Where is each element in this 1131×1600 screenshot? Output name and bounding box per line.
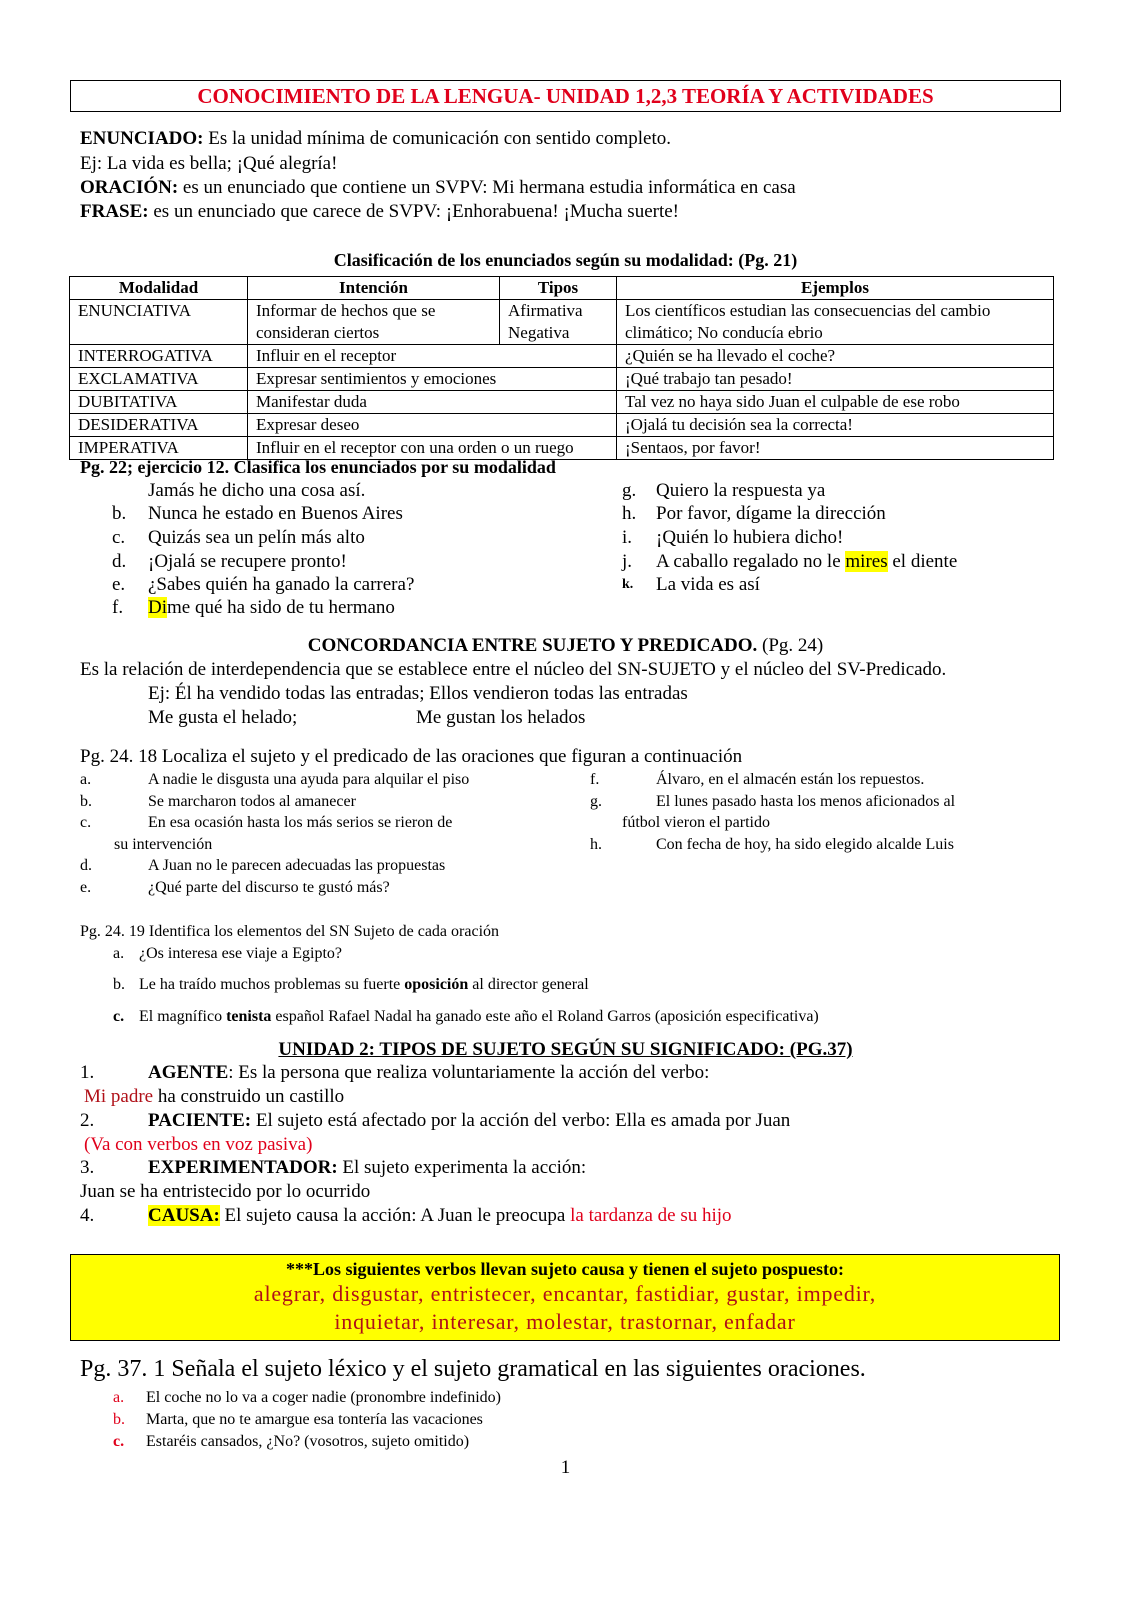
cell-intencion: Expresar deseo [248,414,617,437]
list-item: En esa ocasión hasta los más serios se rieron de [148,814,453,831]
item-text: me qué ha sido de tu hermano [167,597,395,618]
item-letter: c. [113,1008,125,1025]
sujeto-experimentador [148,1157,586,1179]
cell-ejemplos: ¡Qué trabajo tan pesado! [617,368,1054,391]
cell-ejemplos: ¿Quién se ha llevado el coche? [617,345,1054,368]
definition-enunciado [80,128,671,150]
term-paciente: PACIENTE: [148,1110,252,1131]
highlight: Di [148,597,167,618]
item-number: 1. [80,1062,95,1083]
definition-text: es un enunciado que contiene un SVPV: Mi hermana estudia informática en casa [178,177,796,198]
cell-ejemplos: ¡Sentaos, por favor! [617,437,1054,460]
sujeto-causa [148,1205,732,1227]
table-caption: Clasificación de los enunciados según su modalidad: (Pg. 21) [333,250,798,270]
concordancia-example: Ej: Él ha vendido todas las entradas; Ellos vendieron todas las entradas [148,683,688,704]
concordancia-example: Me gusta el helado; [148,707,298,728]
column-header: Intención [248,277,500,300]
list-item: La vida es así [656,574,760,595]
sujeto-agente [148,1062,709,1084]
cell-modalidad: EXCLAMATIVA [70,368,248,391]
page-title: CONOCIMIENTO DE LA LENGUA- UNIDAD 1,2,3 TEORÍA Y ACTIVIDADES [70,80,1061,112]
list-item: Por favor, dígame la dirección [656,503,886,524]
section-title: CONCORDANCIA ENTRE SUJETO Y PREDICADO. [307,635,758,656]
cell-intencion: Manifestar duda [248,391,617,414]
list-item: Estaréis cansados, ¿No? (vosotros, sujeto omitido) [146,1433,470,1450]
list-item: Marta, que no te amargue esa tontería las vacaciones [146,1411,483,1428]
list-item-continuation: su intervención [114,836,213,853]
cell-tipos: Afirmativa Negativa [500,300,617,345]
item-letter: g. [622,480,637,501]
definition-text: es un enunciado que carece de SVPV: ¡Enhorabuena! ¡Mucha suerte! [148,201,680,222]
item-letter: h. [590,836,602,853]
list-item [139,1008,819,1026]
item-text: el diente [887,551,958,572]
table-row [70,300,1054,345]
cell-modalidad: DUBITATIVA [70,391,248,414]
page-number: 1 [560,1457,571,1478]
highlight: mires [845,551,888,572]
experimentador-example: Juan se ha entristecido por lo ocurrido [80,1181,371,1202]
item-letter: b. [113,1411,125,1428]
modality-table [69,276,1054,460]
column-header: Modalidad [70,277,248,300]
item-text: El magnífico [139,1008,227,1025]
item-letter: a. [80,771,92,788]
verbs-note-box [70,1254,1060,1341]
concordancia-definition: Es la relación de interdependencia que se establece entre el núcleo del SN-SUJETO y el núcleo del SV-Predicado. [80,659,947,680]
item-letter: f. [590,771,600,788]
exercise-18-heading: Pg. 24. 18 Localiza el sujeto y el predicado de las oraciones que figuran a continuación [80,746,743,767]
item-number: 3. [80,1157,95,1178]
table-row [70,414,1054,437]
page-ref: (Pg. 24) [757,635,824,656]
list-item: ¿Os interesa ese viaje a Egipto? [139,945,343,962]
term-enunciado: ENUNCIADO: [80,128,204,149]
cell-ejemplos: ¡Ojalá tu decisión sea la correcta! [617,414,1054,437]
cell-intencion: Influir en el receptor [248,345,617,368]
item-text: ha construido un castillo [153,1086,345,1107]
item-text: al director general [468,976,589,993]
concordancia-heading [0,635,1131,657]
item-letter: e. [112,574,126,595]
item-text: español Rafael Nadal ha ganado este año el Roland Garros (aposición especificativa) [271,1008,819,1025]
cell-ejemplos: Los científicos estudian las consecuencias del cambio climático; No conducía ebrio [617,300,1054,345]
list-item: Quizás sea un pelín más alto [148,527,365,548]
definition-frase [80,201,679,223]
item-letter: b. [113,976,125,993]
item-letter: b. [112,503,127,524]
table-header-row [70,277,1054,300]
item-text: El sujeto causa la acción: A Juan le preocupa [219,1205,571,1226]
item-letter: b. [80,793,92,810]
item-text: El sujeto está afectado por la acción del verbo: Ella es amada por Juan [251,1110,791,1131]
verbs-line: inquietar, interesar, molestar, trastornar, enfadar [334,1309,796,1334]
list-item: Nunca he estado en Buenos Aires [148,503,403,524]
item-text: A caballo regalado no le [656,551,846,572]
list-item: Quiero la respuesta ya [656,480,826,501]
list-item: Con fecha de hoy, ha sido elegido alcalde Luis [656,836,954,853]
exercise-12-heading: Pg. 22; ejercicio 12. Clasifica los enunciados por su modalidad [80,457,556,477]
item-letter: j. [622,551,633,572]
item-letter: d. [80,857,92,874]
cell-modalidad: INTERROGATIVA [70,345,248,368]
cell-modalidad: ENUNCIATIVA [70,300,248,345]
item-letter: g. [590,793,602,810]
item-letter: e. [80,879,92,896]
item-letter: i. [622,527,633,548]
bold-word: oposición [404,976,469,993]
cell-intencion: Expresar sentimientos y emociones [248,368,617,391]
exercise-37-heading: Pg. 37. 1 Señala el sujeto léxico y el sujeto gramatical en las siguientes oraciones. [80,1356,866,1382]
cell-intencion: Influir en el receptor con una orden o un ruego [248,437,617,460]
term-agente: AGENTE [148,1062,229,1083]
item-letter: c. [112,527,126,548]
list-item: Se marcharon todos al amanecer [148,793,356,810]
list-item: Jamás he dicho una cosa así. [148,480,366,501]
item-number: 4. [80,1205,95,1226]
list-item: ¿Qué parte del discurso te gustó más? [148,879,390,896]
item-letter: a. [113,945,125,962]
term-experimentador: EXPERIMENTADOR: [148,1157,338,1178]
item-letter: a. [113,1389,125,1406]
list-item-continuation: fútbol vieron el partido [622,814,770,831]
item-text: : Es la persona que realiza voluntariamente la acción del verbo: [228,1062,710,1083]
definition-oracion [80,177,796,199]
list-item [139,976,589,994]
sujeto-paciente [148,1110,790,1132]
bold-word: tenista [226,1008,272,1025]
list-item: ¿Sabes quién ha ganado la carrera? [148,574,415,595]
item-letter: f. [112,597,124,618]
item-text: Le ha traído muchos problemas su fuerte [139,976,405,993]
definition-text: Es la unidad mínima de comunicación con sentido completo. [203,128,671,149]
concordancia-example: Me gustan los helados [416,707,586,728]
cell-ejemplos: Tal vez no haya sido Juan el culpable de ese robo [617,391,1054,414]
column-header: Ejemplos [617,277,1054,300]
item-letter: k. [622,577,634,592]
note-heading: ***Los siguientes verbos llevan sujeto causa y tienen el sujeto pospuesto: [285,1259,844,1279]
cell-modalidad: DESIDERATIVA [70,414,248,437]
paciente-note: (Va con verbos en voz pasiva) [84,1134,313,1155]
item-letter: c. [113,1433,125,1450]
list-item [148,597,395,619]
table-row [70,368,1054,391]
definition-example: Ej: La vida es bella; ¡Qué alegría! [80,153,338,174]
red-text: Mi padre [84,1086,154,1107]
cell-intencion: Informar de hechos que se consideran ciertos [248,300,500,345]
table-row [70,345,1054,368]
table-row [70,391,1054,414]
unidad-2-heading: UNIDAD 2: TIPOS DE SUJETO SEGÚN SU SIGNIFICADO: (PG.37) [278,1039,853,1060]
item-letter: d. [112,551,127,572]
term-causa: CAUSA: [148,1205,220,1226]
term-oracion: ORACIÓN: [80,177,179,198]
list-item [656,551,957,573]
list-item: Álvaro, en el almacén están los repuestos. [656,771,925,788]
list-item: A nadie le disgusta una ayuda para alquilar el piso [148,771,470,788]
red-text: la tardanza de su hijo [570,1205,732,1226]
item-letter: c. [80,814,92,831]
list-item: El lunes pasado hasta los menos aficionados al [656,793,956,810]
list-item: ¡Ojalá se recupere pronto! [148,551,347,572]
column-header: Tipos [500,277,617,300]
list-item: A Juan no le parecen adecuadas las propuestas [148,857,446,874]
list-item: ¡Quién lo hubiera dicho! [656,527,844,548]
item-letter: h. [622,503,637,524]
exercise-19-heading: Pg. 24. 19 Identifica los elementos del SN Sujeto de cada oración [80,923,500,940]
verbs-line: alegrar, disgustar, entristecer, encantar, fastidiar, gustar, impedir, [253,1281,877,1306]
cell-modalidad: IMPERATIVA [70,437,248,460]
item-number: 2. [80,1110,95,1131]
agente-example [84,1086,344,1108]
item-text: El sujeto experimenta la acción: [337,1157,587,1178]
list-item: El coche no lo va a coger nadie (pronombre indefinido) [146,1389,501,1406]
term-frase: FRASE: [80,201,149,222]
